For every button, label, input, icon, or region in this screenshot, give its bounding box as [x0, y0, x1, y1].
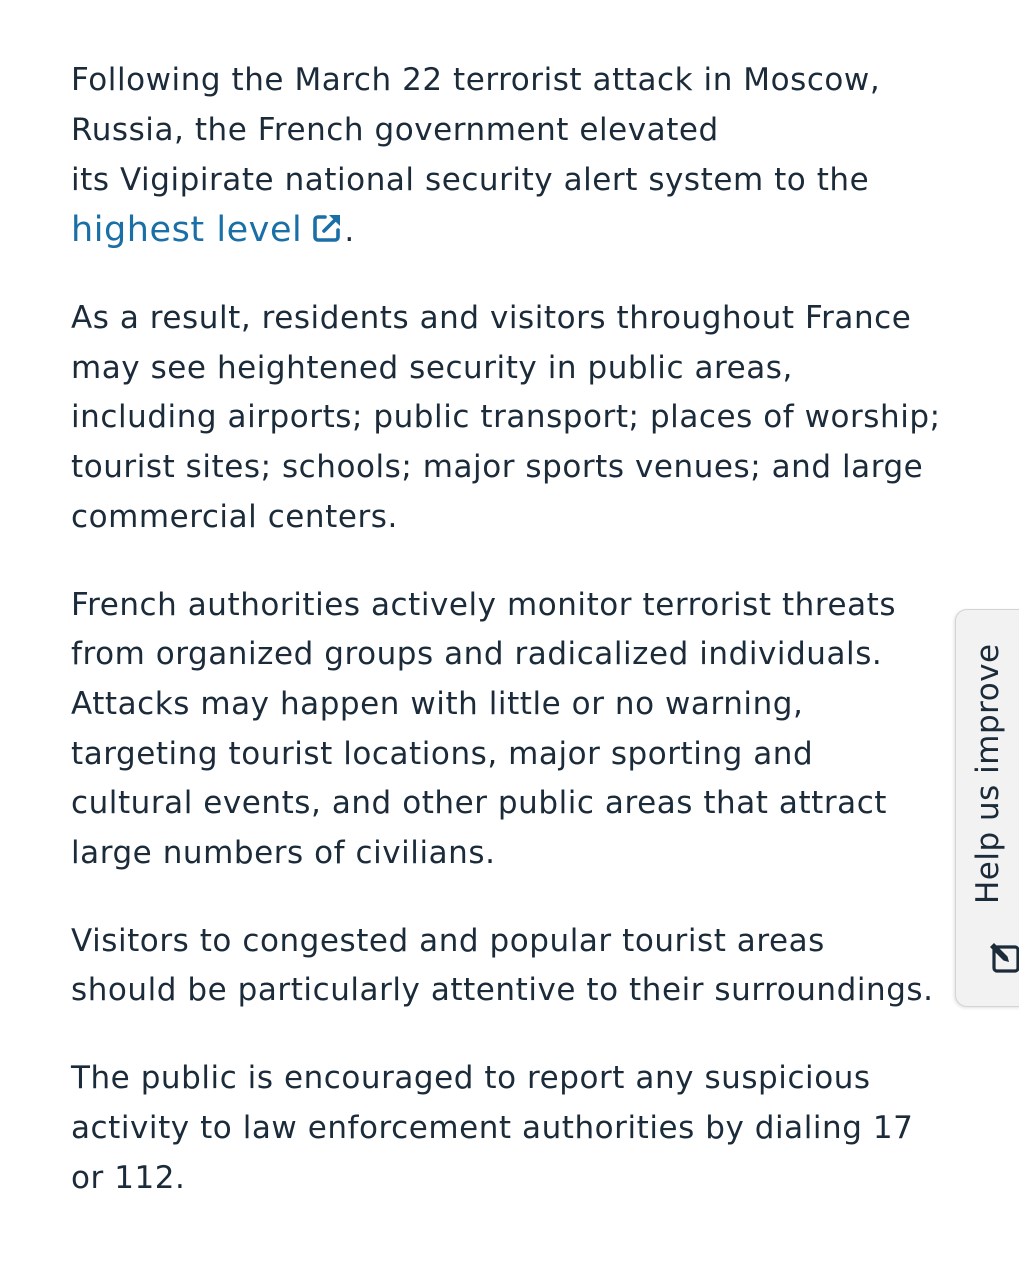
feedback-tab-button[interactable] — [955, 609, 1019, 1007]
highest-level-link[interactable] — [71, 210, 344, 250]
paragraph-tourist-areas: Visitors to congested and popular tourist areas should be particularly attentive to their surroundings. — [71, 922, 934, 1009]
feedback-tab-label: Help us improve — [970, 643, 1006, 904]
article-body — [71, 55, 941, 1241]
paragraph-text: Following the March 22 terrorist attack in Moscow, Russia, the French government elevated its Vigipirate national security alert system to the — [71, 62, 881, 198]
paragraph-heightened-security: As a result, residents and visitors throughout France may see heightened security in public areas, including airports; public transport; places of worship; tourist sites; schools; major sports venues; and large commercial centers. — [71, 300, 941, 535]
link-label: highest level — [71, 210, 303, 250]
paragraph-report-activity: The public is encouraged to report any suspicious activity to law enforcement authorities by dialing 17 or 112. — [71, 1060, 914, 1196]
paragraph-text-end: . — [344, 213, 355, 249]
external-link-icon — [310, 211, 344, 245]
feedback-edit-icon — [986, 939, 1019, 975]
paragraph-terrorist-threats: French authorities actively monitor terrorist threats from organized groups and radicalized individuals. Attacks may happen with little or no warning, targeting tourist locations, major sporting and cultural events, and other public areas that attract large numbers of civilians. — [71, 586, 897, 872]
paragraph-vigipirate — [71, 55, 941, 256]
